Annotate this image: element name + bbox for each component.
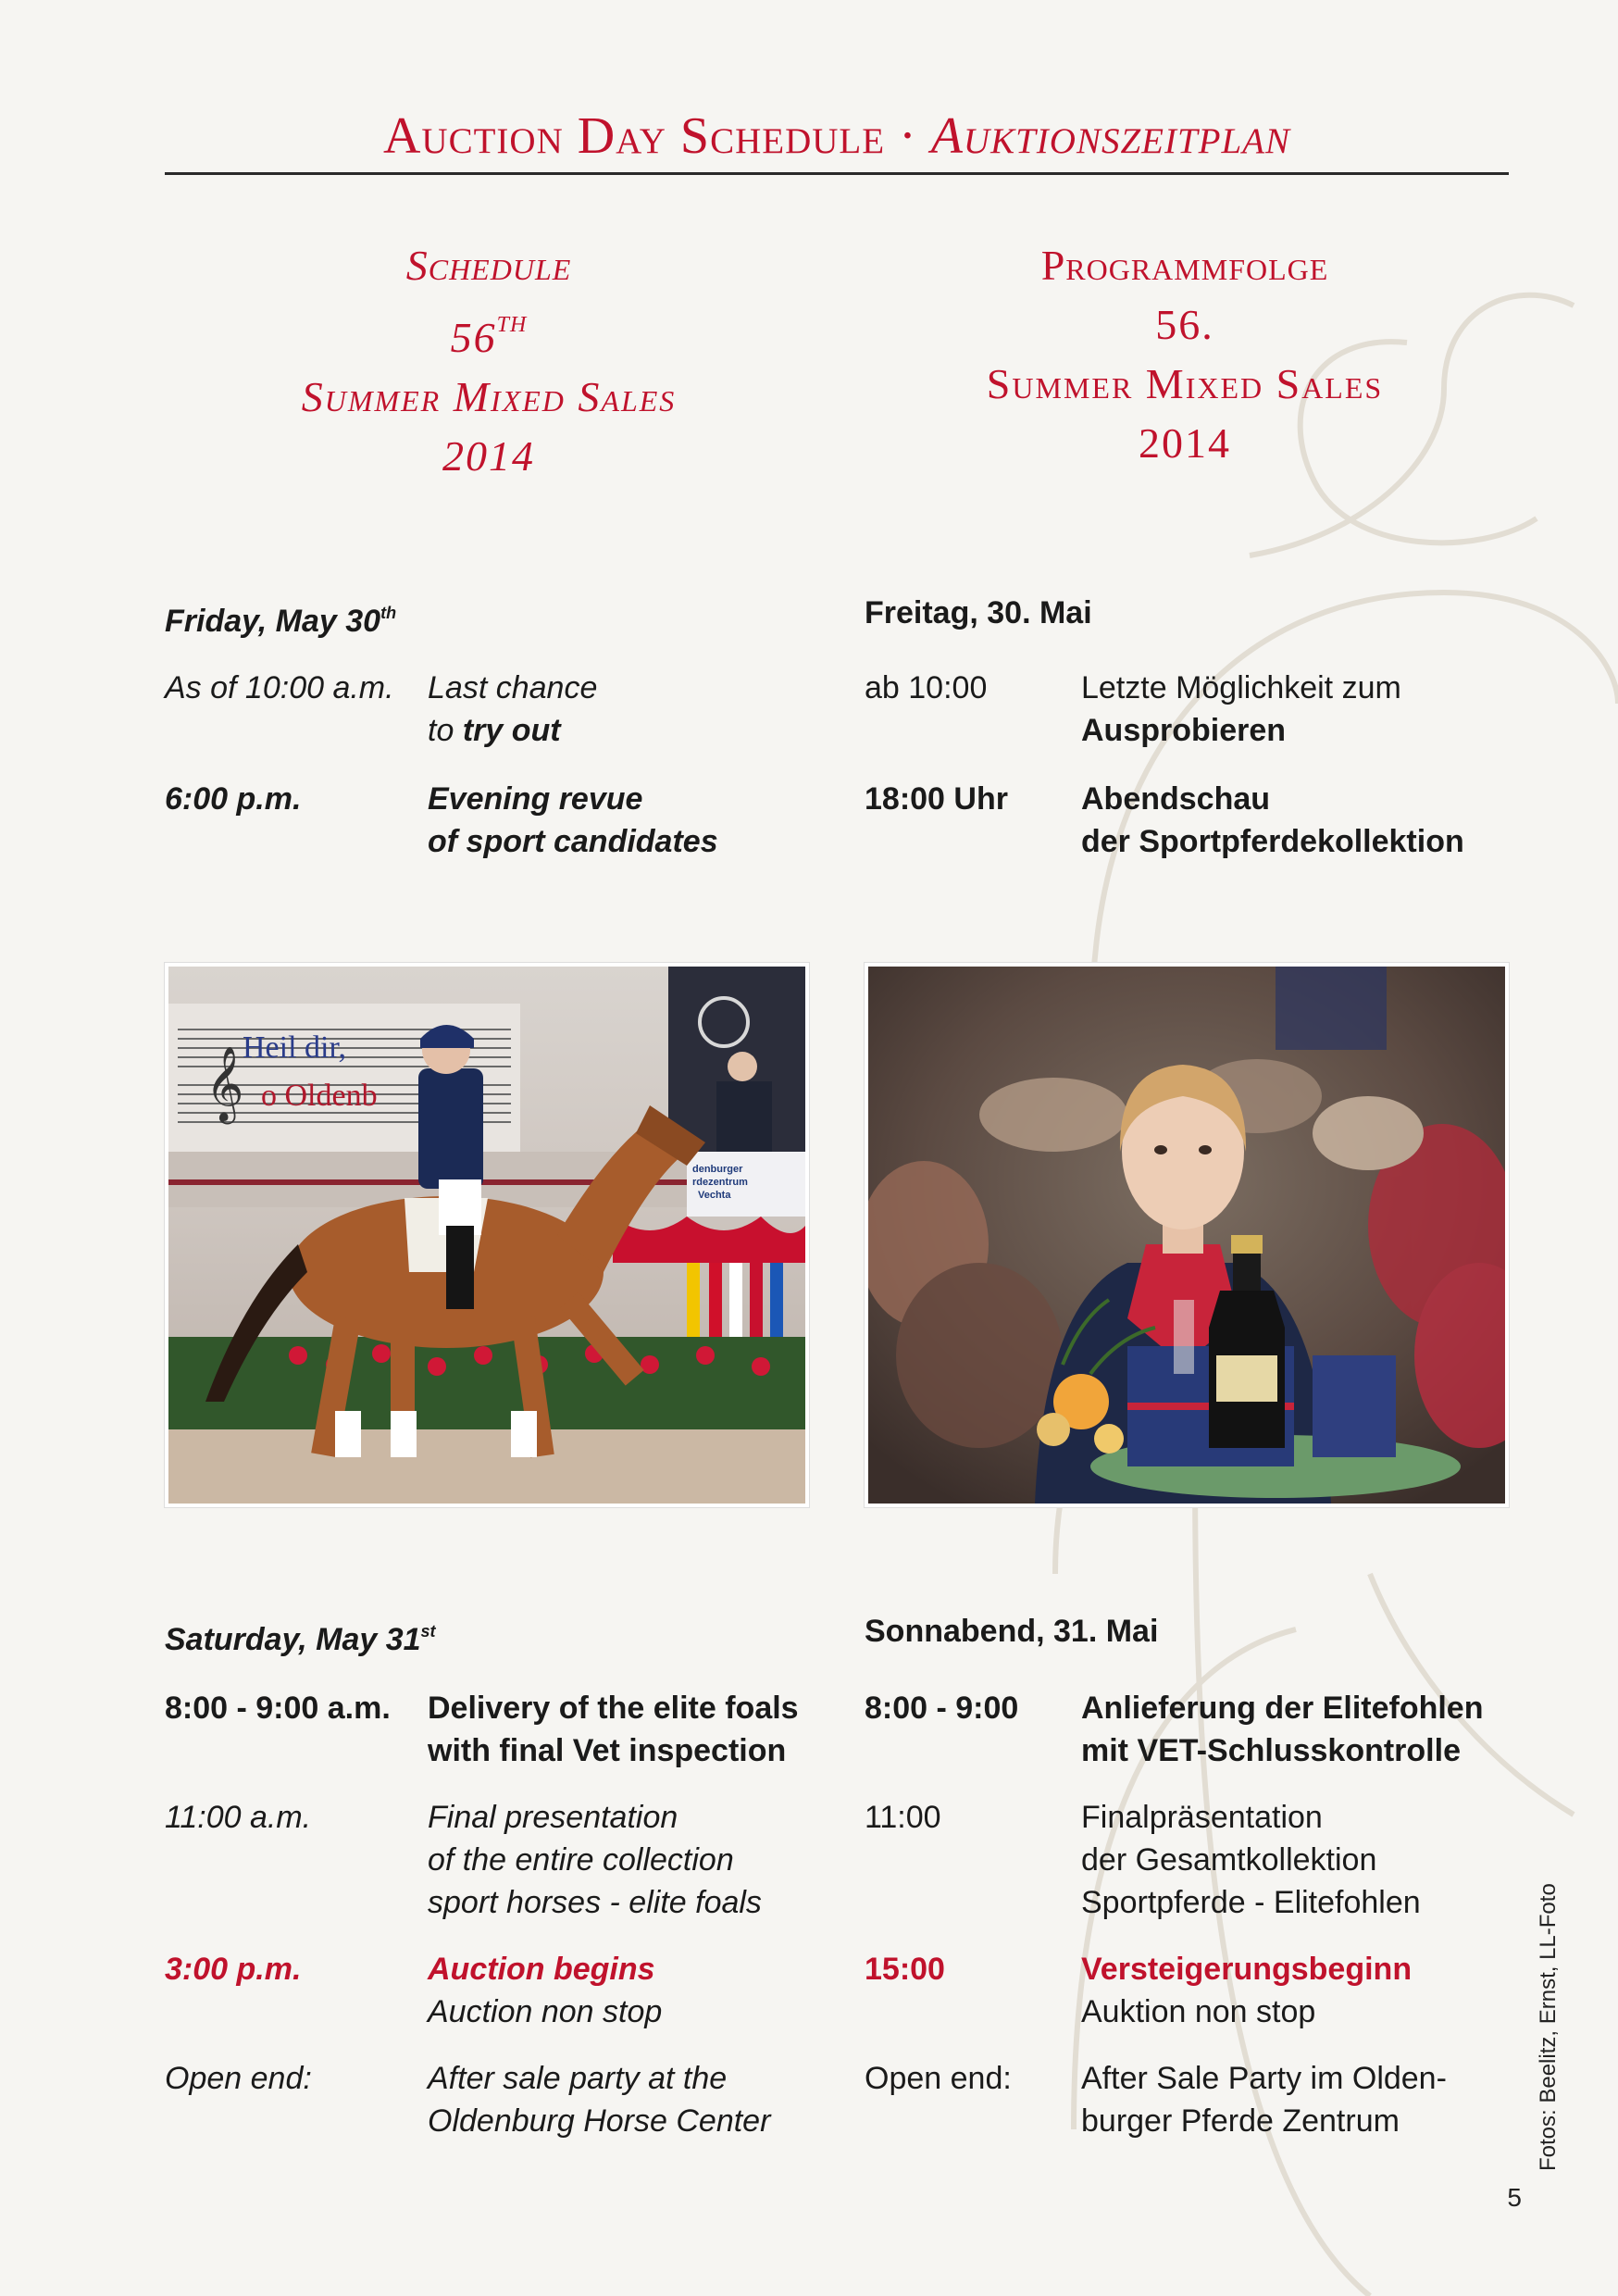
photo-champagne-server [865, 963, 1509, 1507]
saturday-heading-de: Sonnabend, 31. Mai [865, 1614, 1159, 1649]
photo-dressage-horse-image [168, 967, 805, 1504]
friday-heading-en [165, 593, 396, 642]
treble-clef-icon: 𝄞 [205, 1045, 244, 1121]
row-time: 6:00 p.m. [165, 781, 302, 817]
row-time: 18:00 Uhr [865, 781, 1008, 817]
program-en-edition: 56 [450, 314, 497, 361]
row-time: 3:00 p.m. [165, 1952, 302, 1987]
saturday-day-en: Saturday, May 31 [165, 1622, 421, 1657]
photo-champagne-server-image [868, 967, 1505, 1504]
row-desc-line1: Versteigerungsbeginn [1081, 1952, 1413, 1987]
program-de-line2: 56. [1155, 301, 1214, 348]
row-desc-line2: Auction non stop [428, 1994, 663, 2029]
program-de-line3: Summer Mixed Sales [986, 360, 1384, 407]
row-desc-emphasis: try out [462, 713, 561, 748]
row-time: 8:00 - 9:00 [865, 1691, 1019, 1726]
title-en: Auction Day Schedule [382, 107, 886, 165]
podium-text-line1: denburger [692, 1164, 743, 1175]
row-desc-line1: After sale party at the [428, 2061, 728, 2096]
photo-dressage-horse [165, 963, 809, 1507]
row-time: 15:00 [865, 1952, 945, 1987]
row-desc-line2: burger Pferde Zentrum [1081, 2103, 1400, 2139]
row-desc-line1: Anlieferung der Elitefohlen [1081, 1691, 1484, 1726]
row-desc-line2: of the entire collection [428, 1842, 734, 1878]
row-time: 11:00 a.m. [165, 1800, 312, 1835]
row-desc-line2: der Gesamtkollektion [1081, 1842, 1377, 1878]
row-time: Open end: [165, 2061, 312, 2096]
row-desc-line1: Evening revue [428, 781, 643, 817]
row-desc-line1: Auction begins [428, 1952, 655, 1987]
row-desc-line1: Final presentation [428, 1800, 678, 1835]
row-desc-line2: mit VET-Schlusskontrolle [1081, 1733, 1461, 1768]
row-desc-line1: Abendschau [1081, 781, 1271, 817]
program-en-line2 [193, 295, 785, 368]
row-time: 11:00 [865, 1800, 941, 1835]
row-desc-line3: sport horses - elite foals [428, 1885, 762, 1920]
program-de-line1: Programmfolge [1040, 242, 1329, 289]
row-desc-line2 [428, 709, 561, 752]
program-en-line1: Schedule [405, 242, 572, 289]
podium-text-line3: Vechta [698, 1190, 731, 1201]
row-desc-line1: After Sale Party im Olden- [1081, 2061, 1447, 2096]
row-time: As of 10:00 a.m. [165, 670, 394, 705]
row-desc-line1: Last chance [428, 670, 598, 705]
row-desc-line2: Oldenburg Horse Center [428, 2103, 771, 2139]
row-time: Open end: [865, 2061, 1012, 2096]
program-en-edition-suffix: TH [496, 313, 528, 337]
program-heading-de [889, 236, 1481, 473]
photo1-banner-line2: o Oldenb [261, 1079, 378, 1113]
program-en-line4: 2014 [442, 432, 535, 480]
friday-day-suffix-en: th [380, 604, 397, 622]
title-separator: · [885, 107, 931, 165]
page-title [165, 104, 1509, 168]
page-number: 5 [1507, 2183, 1522, 2212]
row-desc-line2: of sport candidates [428, 824, 718, 859]
program-heading-en [193, 236, 785, 486]
title-divider [165, 172, 1509, 175]
row-desc-line2: der Sportpferdekollektion [1081, 824, 1464, 859]
row-desc-line2: Auktion non stop [1081, 1994, 1316, 2029]
photo-credit: Fotos: Beelitz, Ernst, LL-Foto [1536, 1883, 1561, 2171]
row-time: ab 10:00 [865, 670, 988, 705]
saturday-heading-en [165, 1611, 436, 1660]
row-desc-line1: Letzte Möglichkeit zum [1081, 670, 1401, 705]
row-time: 8:00 - 9:00 a.m. [165, 1691, 391, 1726]
friday-day-en: Friday, May 30 [165, 604, 381, 639]
title-de: Auktionszeitplan [930, 107, 1290, 165]
friday-heading-de: Freitag, 30. Mai [865, 595, 1092, 630]
podium-text-line2: rdezentrum [692, 1177, 748, 1188]
program-en-line3: Summer Mixed Sales [301, 373, 677, 420]
row-desc-text: to [428, 713, 463, 748]
row-desc-line2: with final Vet inspection [428, 1733, 787, 1768]
row-desc-line2: Ausprobieren [1081, 713, 1287, 748]
program-de-line4: 2014 [1139, 419, 1231, 467]
row-desc-line1: Finalpräsentation [1081, 1800, 1323, 1835]
row-desc-line3: Sportpferde - Elitefohlen [1081, 1885, 1421, 1920]
saturday-day-suffix-en: st [420, 1622, 436, 1641]
row-desc-line1: Delivery of the elite foals [428, 1691, 799, 1726]
photo1-banner-line1: Heil dir, [243, 1030, 346, 1065]
